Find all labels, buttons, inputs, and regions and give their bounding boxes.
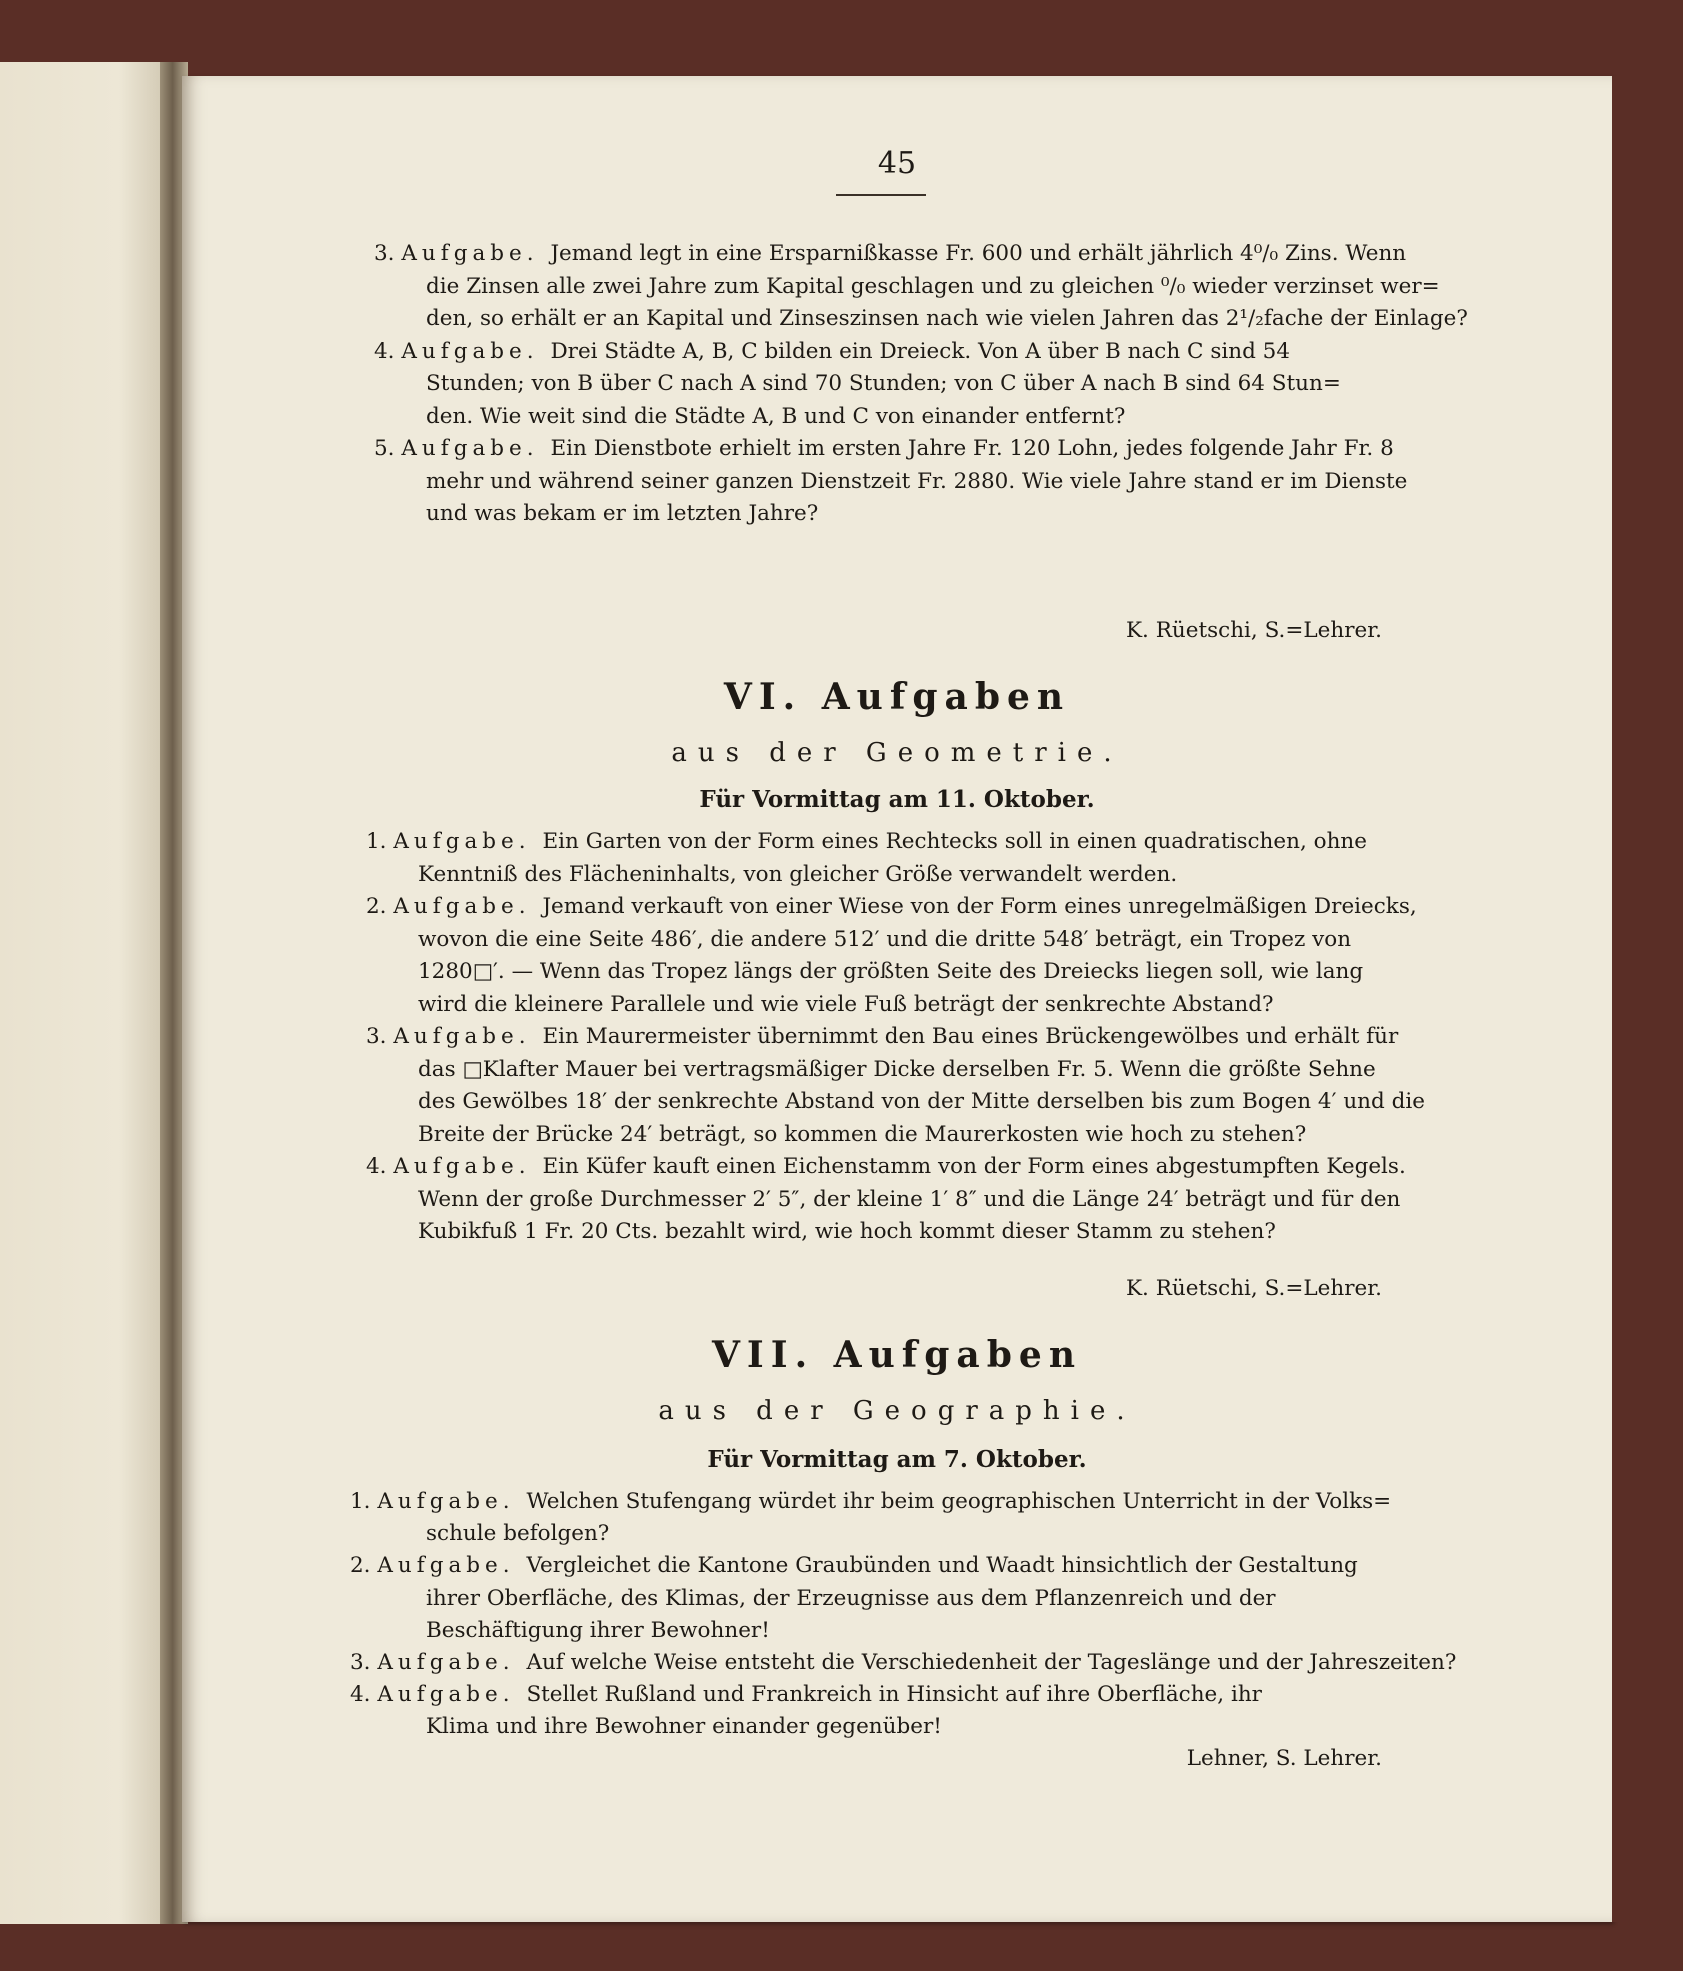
- problem-line: [418, 991, 1274, 1019]
- left-page-edge: [0, 62, 170, 1924]
- section-vi-signature: K. Rüetschi, S.=Lehrer.: [1125, 1276, 1382, 1301]
- problem-text: ihrer Oberfläche, des Klimas, der Erzeugnisse aus dem Pflanzenreich und der: [426, 1585, 1276, 1611]
- section-v-signature: K. Rüetschi, S.=Lehrer.: [1125, 618, 1382, 643]
- problem-line: [366, 1023, 1398, 1051]
- problem-text: 1280□′. — Wenn das Tropez längs der größten Seite des Dreiecks liegen soll, wie lang: [418, 959, 1364, 984]
- problem-line: [418, 958, 1363, 986]
- problem-line: [426, 305, 1468, 333]
- problem-text: mehr und während seiner ganzen Dienstzeit Fr. 2880. Wie viele Jahre stand er im Dienste: [426, 468, 1408, 494]
- problem-line: [418, 861, 1177, 889]
- problem-line: [418, 1218, 1276, 1246]
- section-vii-signature: Lehner, S. Lehrer.: [1186, 1746, 1382, 1771]
- problem-text: Stunden; von B über C nach A sind 70 Stunden; von C über A nach B sind 64 Stun=: [426, 371, 1341, 396]
- section-vii-title: VII. Aufgaben: [711, 1334, 1083, 1376]
- problem-text: Jemand verkauft von einer Wiese von der Form eines unregelmäßigen Dreiecks,: [542, 894, 1417, 919]
- section-vii-subtitle: aus der Geographie.: [658, 1396, 1136, 1426]
- problem-number: 4.: [366, 1154, 394, 1179]
- problem-text: Ein Dienstbote erhielt im ersten Jahre Fr. 120 Lohn, jedes folgende Jahr Fr. 8: [550, 436, 1394, 461]
- problem-number: 3.: [374, 241, 402, 266]
- section-vi-subtitle: aus der Geometrie.: [671, 738, 1123, 768]
- problem-number: 2.: [366, 894, 394, 919]
- background-edge: [1612, 76, 1683, 1922]
- problem-text: Ein Küfer kauft einen Eichenstamm von der Form eines abgestumpften Kegels.: [542, 1154, 1406, 1179]
- problem-line: [366, 828, 1367, 856]
- problem-number: 1.: [350, 1489, 378, 1514]
- problem-text: Klima und ihre Bewohner einander gegenüber!: [426, 1714, 942, 1740]
- problem-text: Stellet Rußland und Frankreich in Hinsicht auf ihre Oberfläche, ihr: [526, 1682, 1262, 1708]
- problem-label: Aufgabe.: [377, 1682, 527, 1708]
- problem-line: [374, 338, 1290, 366]
- problem-line: [418, 1186, 1400, 1214]
- section-vi-title: VI. Aufgaben: [723, 676, 1071, 718]
- problem-label: Aufgabe.: [377, 1553, 527, 1579]
- problem-line: [350, 1552, 1358, 1580]
- problem-text: wovon die eine Seite 486′, die andere 512′ und die dritte 548′ beträgt, ein Tropez von: [418, 926, 1352, 952]
- problem-line: [418, 1088, 1425, 1116]
- problem-label: Aufgabe.: [401, 436, 551, 461]
- problem-label: Aufgabe.: [377, 1489, 527, 1514]
- problem-text: Beschäftigung ihrer Bewohner!: [426, 1617, 770, 1643]
- section-vii-date: Für Vormittag am 7. Oktober.: [707, 1446, 1087, 1473]
- problem-text: das □Klafter Mauer bei vertragsmäßiger Dicke derselben Fr. 5. Wenn die größte Sehne: [418, 1056, 1376, 1082]
- problem-line: [426, 1520, 609, 1548]
- problem-line: [426, 273, 1440, 301]
- problem-line: [350, 1649, 1456, 1677]
- problem-text: des Gewölbes 18′ der senkrechte Abstand von der Mitte derselben bis zum Bogen 4′ und die: [418, 1089, 1425, 1114]
- problem-number: 3.: [366, 1024, 394, 1049]
- problem-text: den, so erhält er an Kapital und Zinseszinsen nach wie vielen Jahren das 2¹/₂fache der Einlage?: [426, 306, 1468, 331]
- problem-text: Vergleichet die Kantone Graubünden und Waadt hinsichtlich der Gestaltung: [526, 1553, 1358, 1579]
- problem-line: [426, 370, 1341, 398]
- problem-line: [418, 1121, 1306, 1149]
- problem-number: 1.: [366, 829, 394, 854]
- problem-line: [350, 1681, 1262, 1709]
- problem-label: Aufgabe.: [393, 829, 543, 854]
- problem-text: den. Wie weit sind die Städte A, B und C von einander entfernt?: [426, 403, 1126, 429]
- problem-label: Aufgabe.: [393, 1024, 543, 1049]
- problem-line: [374, 240, 1406, 268]
- problem-number: 4.: [350, 1682, 378, 1708]
- problem-line: [426, 403, 1125, 431]
- page-number: 45: [877, 146, 917, 181]
- header-rule: [836, 194, 926, 196]
- problem-line: [426, 1617, 770, 1645]
- problem-text: Breite der Brücke 24′ beträgt, so kommen die Maurerkosten wie hoch zu stehen?: [418, 1121, 1307, 1147]
- problem-text: Ein Garten von der Form eines Rechtecks soll in einen quadratischen, ohne: [542, 829, 1367, 854]
- problem-text: Drei Städte A, B, C bilden ein Dreieck. Von A über B nach C sind 54: [550, 338, 1291, 364]
- problem-number: 5.: [374, 436, 402, 461]
- section-vi-date: Für Vormittag am 11. Oktober.: [699, 786, 1095, 813]
- problem-label: Aufgabe.: [401, 338, 551, 364]
- problem-number: 3.: [350, 1650, 378, 1675]
- problem-line: [366, 893, 1417, 921]
- problem-line: [426, 1713, 942, 1741]
- problem-text: Jemand legt in eine Ersparnißkasse Fr. 600 und erhält jährlich 4⁰/₀ Zins. Wenn: [550, 241, 1407, 266]
- problem-text: und was bekam er im letzten Jahre?: [426, 501, 819, 526]
- problem-line: [418, 1056, 1376, 1084]
- problem-label: Aufgabe.: [393, 894, 543, 919]
- problem-line: [350, 1488, 1391, 1516]
- problem-label: Aufgabe.: [377, 1650, 527, 1675]
- problem-line: [366, 1153, 1406, 1181]
- problem-text: Welchen Stufengang würdet ihr beim geographischen Unterricht in der Volks=: [526, 1489, 1392, 1514]
- problem-label: Aufgabe.: [393, 1154, 543, 1179]
- problem-text: wird die kleinere Parallele und wie viele Fuß beträgt der senkrechte Abstand?: [418, 991, 1274, 1017]
- problem-text: Ein Maurermeister übernimmt den Bau eines Brückengewölbes und erhält für: [542, 1024, 1399, 1049]
- problem-text: Kenntniß des Flächeninhalts, von gleicher Größe verwandelt werden.: [418, 861, 1178, 887]
- book-page: [182, 76, 1612, 1922]
- problem-line: [426, 500, 818, 528]
- problem-number: 4.: [374, 338, 402, 364]
- problem-line: [426, 1585, 1276, 1613]
- problem-label: Aufgabe.: [401, 241, 551, 266]
- problem-text: Auf welche Weise entsteht die Verschiedenheit der Tageslänge und der Jahreszeiten?: [526, 1650, 1457, 1675]
- problem-line: [418, 926, 1351, 954]
- problem-text: schule befolgen?: [426, 1521, 610, 1547]
- problem-line: [426, 468, 1407, 496]
- problem-line: [374, 435, 1394, 463]
- problem-text: Wenn der große Durchmesser 2′ 5″, der kleine 1′ 8″ und die Länge 24′ beträgt und für den: [418, 1186, 1401, 1212]
- problem-number: 2.: [350, 1553, 378, 1579]
- problem-text: Kubikfuß 1 Fr. 20 Cts. bezahlt wird, wie hoch kommt dieser Stamm zu stehen?: [418, 1219, 1276, 1244]
- problem-text: die Zinsen alle zwei Jahre zum Kapital geschlagen und zu gleichen ⁰/₀ wieder verzinset wer=: [426, 273, 1440, 299]
